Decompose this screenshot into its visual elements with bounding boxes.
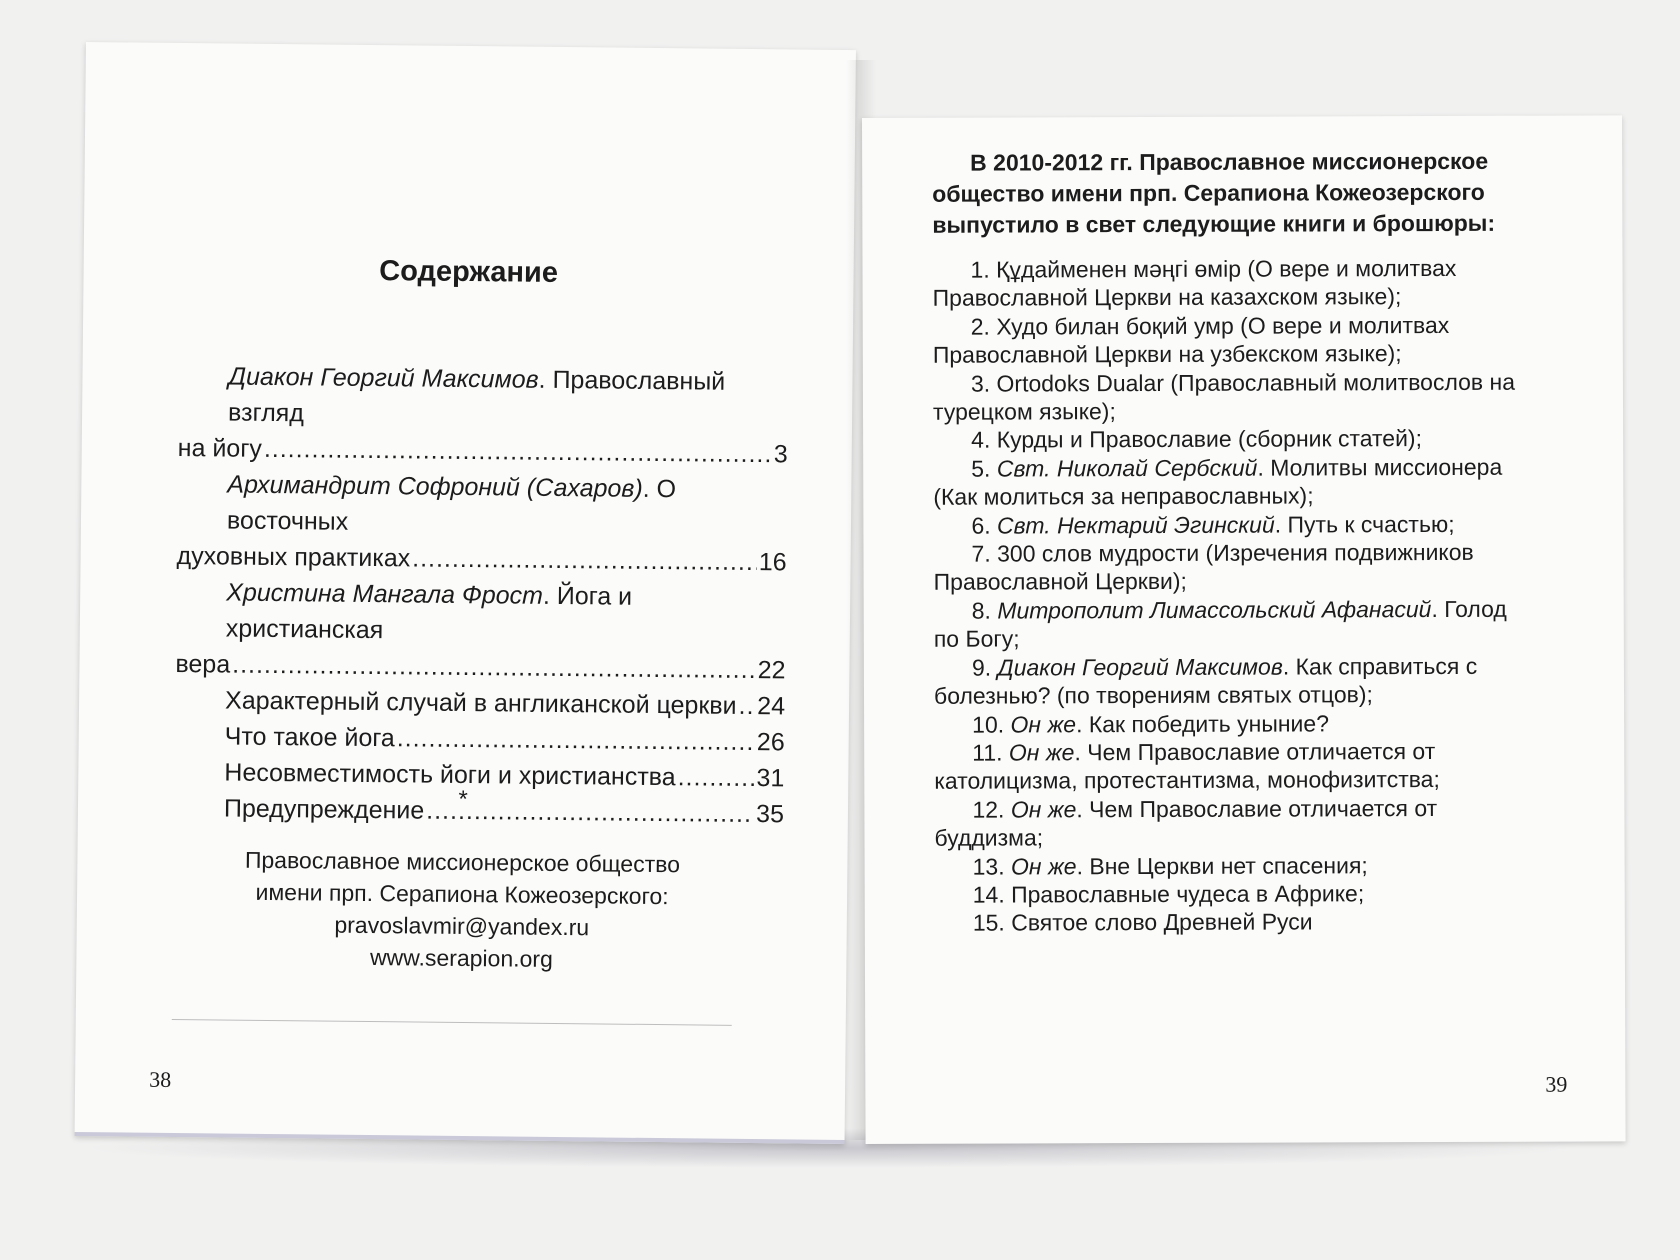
item-text: Құдайменен мәңгі өмір (О вере и молитвах Православной Церкви на казахском языке);	[932, 254, 1457, 312]
item-number: 4.	[971, 426, 991, 454]
toc-entry	[178, 358, 789, 472]
toc-leader-dots	[397, 720, 755, 760]
item-text: 300 слов мудрости (Изречения подвижников Православной Церкви);	[933, 538, 1474, 596]
list-item	[935, 879, 1535, 910]
item-number: 1.	[970, 256, 990, 283]
item-text: . Как победить уныние?	[1076, 709, 1330, 737]
toc-title: на йогу	[177, 433, 263, 463]
toc-title: Предупреждение	[223, 794, 425, 825]
page-number: 38	[149, 1066, 172, 1092]
item-text: . Как справиться с болезнью? (по творениям святых отцов);	[933, 652, 1478, 709]
item-number: 11.	[972, 739, 1003, 766]
item-text: . Молитвы миссионера (Как молиться за неправославных);	[933, 453, 1503, 511]
list-item	[934, 651, 1534, 710]
list-item	[933, 538, 1533, 597]
item-text: . Чем Православие отличается от буддизма;	[934, 794, 1438, 851]
intro-line: В 2010-2012 гг. Православное миссионерское	[970, 147, 1489, 176]
table-of-contents	[174, 358, 789, 832]
toc-title: . Йога и христианская	[225, 581, 633, 645]
item-text: Святое слово Древней Руси	[1011, 908, 1313, 936]
toc-title: Характерный случай в англиканской церкви	[224, 686, 737, 720]
list-item	[935, 850, 1535, 881]
publisher-email: pravoslavmir@yandex.ru	[334, 911, 590, 941]
item-number: 7.	[971, 540, 991, 567]
list-item	[932, 254, 1532, 313]
section-asterisk: *	[458, 785, 468, 814]
list-item	[933, 509, 1533, 540]
list-item	[933, 367, 1533, 426]
footnote-divider	[172, 1019, 732, 1026]
item-text: Курды и Православие (сборник статей);	[996, 425, 1423, 453]
publisher-name: Православное миссионерское общество	[244, 846, 681, 878]
list-item	[934, 793, 1534, 852]
toc-leader-dots	[738, 688, 755, 724]
item-text: . Вне Церкви нет спасения;	[1076, 851, 1368, 879]
intro-line: общество имени прп. Серапиона Кожеозерского	[932, 178, 1485, 207]
item-number: 5.	[971, 455, 991, 482]
item-author: Он же	[1008, 739, 1075, 766]
toc-entry	[176, 466, 787, 580]
page-number: 39	[1545, 1071, 1568, 1097]
item-text: Худо билан боқий умр (О вере и молитвах Православной Церкви на узбекском языке);	[932, 311, 1450, 368]
item-number: 14.	[972, 881, 1005, 908]
item-text: . Голод по Богу;	[933, 595, 1507, 653]
toc-title: . Православный взгляд	[227, 365, 726, 428]
toc-page-number: 35	[755, 800, 785, 829]
item-author: Свт. Николай Сербский	[996, 454, 1258, 482]
toc-page-number: 3	[773, 440, 788, 469]
item-number: 6.	[971, 512, 991, 539]
list-item	[934, 595, 1534, 654]
toc-leader-dots	[412, 540, 757, 580]
item-text: . Чем Православие отличается от католицизма, протестантизма, монофизитства;	[934, 737, 1440, 795]
toc-title: вера	[175, 649, 231, 679]
toc-title: духовных практиках	[176, 541, 411, 573]
item-number: 13.	[972, 853, 1005, 880]
item-number: 15.	[972, 909, 1005, 936]
item-author: Он же	[1010, 710, 1077, 737]
toc-page-number: 22	[757, 656, 786, 685]
intro-line: выпустило в свет следующие книги и брошюры:	[932, 209, 1496, 238]
toc-entry	[175, 574, 786, 688]
item-text: . Путь к счастью;	[1274, 510, 1455, 538]
toc-author: Христина Мангала Фрост	[226, 578, 544, 610]
item-author: Диакон Георгий Максимов	[997, 653, 1283, 681]
toc-title: Несовместимость йоги и христианства	[224, 758, 676, 792]
toc-page-number: 16	[758, 548, 787, 577]
toc-page-number: 24	[757, 692, 786, 721]
item-author: Он же	[1010, 852, 1077, 880]
item-number: 3.	[970, 370, 991, 397]
publisher-name: имени прп. Серапиона Кожеозерского:	[255, 878, 669, 910]
item-number: 9.	[971, 654, 992, 681]
item-author: Митрополит Лимассольский Афанасий	[997, 595, 1432, 624]
publisher-website: www.serapion.org	[369, 944, 553, 972]
item-number: 2.	[970, 313, 990, 340]
toc-leader-dots	[232, 647, 756, 688]
left-page	[75, 42, 856, 1144]
item-number: 10.	[972, 711, 1005, 738]
toc-author: Архимандрит Софроний (Сахаров)	[227, 470, 643, 503]
publisher-block	[76, 842, 847, 978]
publications-intro	[932, 146, 1532, 241]
item-author: Свт. Нектарий Эгинский	[996, 511, 1275, 539]
toc-author: Диакон Георгий Максимов	[228, 362, 539, 394]
list-item	[933, 424, 1533, 455]
list-item	[933, 310, 1533, 369]
toc-page-number: 26	[756, 728, 785, 757]
item-text: Православные чудеса в Африке;	[1011, 880, 1365, 908]
toc-title: Что такое йога	[224, 722, 395, 753]
list-item	[934, 708, 1534, 739]
item-text: Ortodoks Dualar (Православный молитвослов на турецком языке);	[932, 368, 1516, 425]
item-author: Он же	[1010, 795, 1077, 823]
item-number: 12.	[972, 796, 1005, 823]
toc-heading: Содержание	[379, 255, 559, 289]
toc-leader-dots	[264, 431, 772, 472]
list-item	[934, 737, 1534, 796]
toc-title: . О восточных	[226, 474, 677, 536]
toc-page-number: 31	[756, 764, 785, 793]
right-page	[862, 115, 1626, 1144]
list-item	[935, 907, 1535, 938]
list-item	[933, 453, 1533, 512]
publications-list	[932, 254, 1534, 938]
item-number: 8.	[971, 597, 991, 624]
